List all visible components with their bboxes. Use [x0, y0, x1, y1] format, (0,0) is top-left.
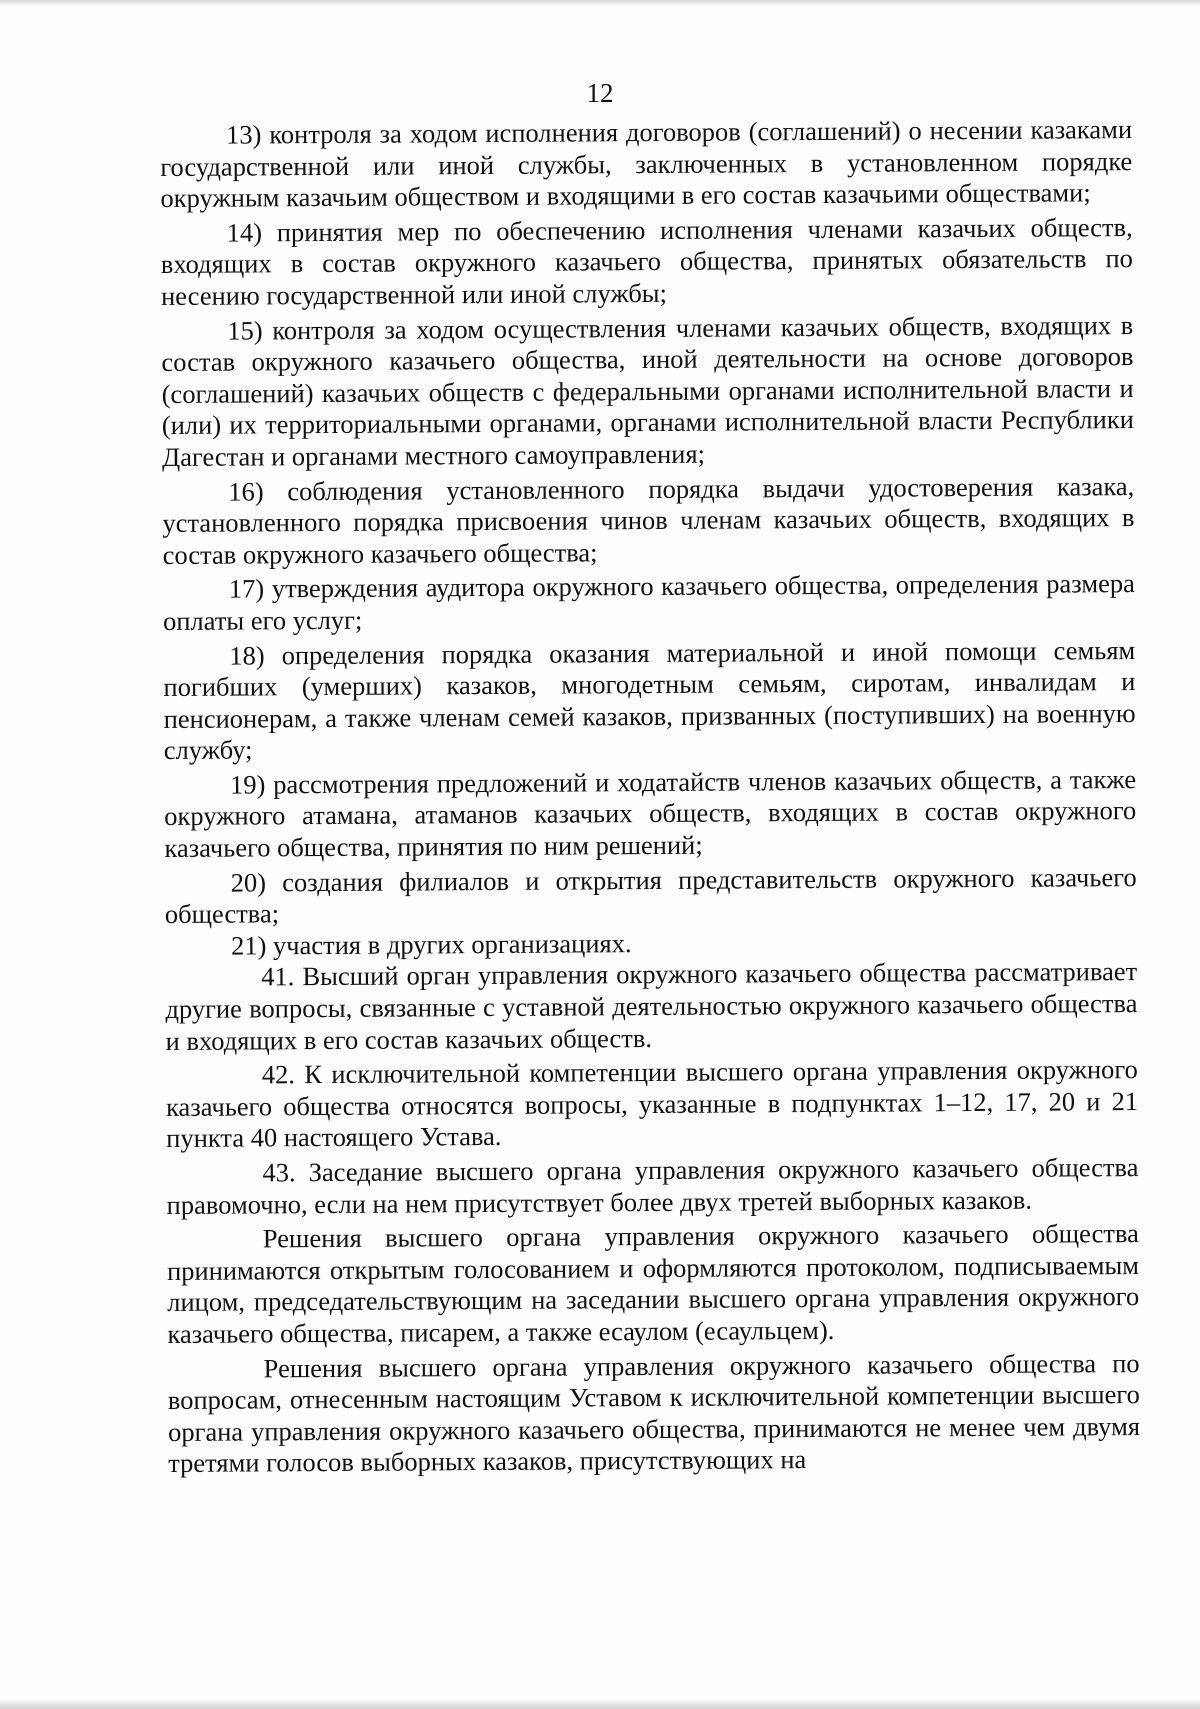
scan-edge-bottom	[0, 1699, 1200, 1709]
clause-14: 14) принятия мер по обеспечению исполнения членами казачьих обществ, входящих в состав окружного казачьего общества, принятых обязательств по несению государственной или иной службы;	[160, 211, 1133, 311]
paragraph-43: 43. Заседание высшего органа управления окружного казачьего общества правомочно, если на нем присутствует более двух третей выборных казаков.	[166, 1152, 1139, 1220]
clause-15: 15) контроля за ходом осуществления членами казачьих обществ, входящих в состав окружного казачьего общества, иной деятельности на основе договоров (соглашений) казачьих обществ с федеральными органами исполнительной власти и (или) их территориальными органами, органами исполнительной власти Республики Дагестан и органами местного самоуправления;	[161, 309, 1134, 472]
clause-18: 18) определения порядка оказания материальной и иной помощи семьям погибших (умерших) казаков, многодетным семьям, сиротам, инвалидам и пенсионерам, а также членам семей казаков, призванных (поступивших) на военную службу;	[163, 634, 1136, 766]
paragraph-42: 42. К исключительной компетенции высшего органа управления окружного казачьего общества относятся вопросы, указанные в подпунктах 1–12, 17, 20 и 21 пункта 40 настоящего Устава.	[165, 1054, 1139, 1154]
paragraph-41: 41. Высший орган управления окружного казачьего общества рассматривает другие вопросы, связанные с уставной деятельностью окружного казачьего общества и входящих в его состав казачьих обществ.	[165, 956, 1138, 1056]
clause-20: 20) создания филиалов и открытия представительств окружного казачьего общества;	[164, 861, 1137, 930]
page-number: 12	[586, 78, 614, 108]
document-body	[160, 114, 1140, 1480]
clause-17: 17) утверждения аудитора окружного казачьего общества, определения размера оплаты его услуг;	[162, 568, 1135, 636]
paragraph-decisions-1: Решения высшего органа управления окружного казачьего общества принимаются открытым голосованием и оформляются протоколом, подписываемым лицом, председательствующим на заседании высшего органа управления окружного казачьего общества, писарем, а также есаулом (есаульцем).	[166, 1218, 1140, 1349]
clause-16: 16) соблюдения установленного порядка выдачи удостоверения казака, установленного порядка присвоения чинов членам казачьих обществ, входящих в состав окружного казачьего общества;	[162, 470, 1135, 570]
paragraph-decisions-2: Решения высшего органа управления окружного казачьего общества по вопросам, отнесенным настоящим Уставом к исключительной компетенции высшего органа управления окружного казачьего общества, принимаются не менее чем двумя третями голосов выборных казаков, присутствующих на	[167, 1347, 1141, 1479]
clause-21: 21) участия в других организациях.	[230, 927, 632, 961]
scan-edge-top	[0, 0, 1200, 6]
clause-13: 13) контроля за ходом исполнения договоров (соглашений) о несении казаками государственной или иной службы, заключенных в установленном порядке окружным казачьим обществом и входящими в его состав казачьими обществами;	[160, 114, 1133, 214]
clause-19: 19) рассмотрения предложений и ходатайств членов казачьих обществ, а также окружного атамана, атаманов казачьих обществ, входящих в состав окружного казачьего общества, принятия по ним решений;	[164, 763, 1137, 864]
